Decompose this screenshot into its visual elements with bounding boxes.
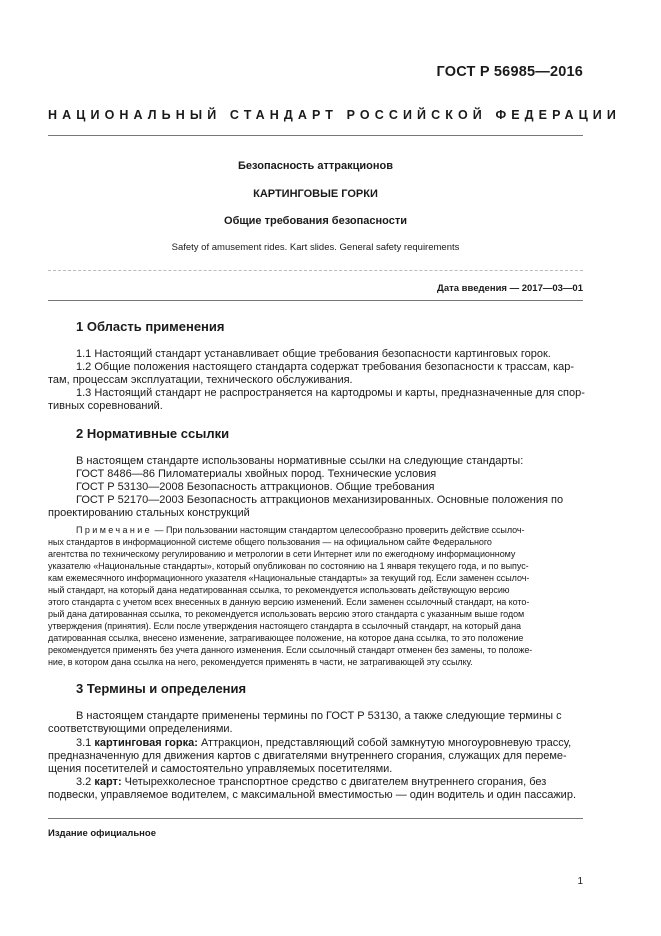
section-1-line: 1.1 Настоящий стандарт устанавливает общие требования безопасности картинговых горок.	[76, 348, 551, 360]
section-3-line: предназначенную для движения картов с двигателями внутреннего сгорания, служащих для переме-	[48, 750, 567, 762]
section-1-line: там, процессам эксплуатации, технического обслуживания.	[48, 374, 353, 386]
section-2-line: ГОСТ Р 52170—2003 Безопасность аттракционов механизированных. Основные положения по	[76, 494, 564, 506]
section-2-line: проектированию стальных конструкций	[48, 507, 250, 519]
section-3-heading: 3 Термины и определения	[76, 681, 247, 696]
title-divider	[48, 270, 583, 271]
term-3-2: 3.2 карт: Четырехколесное транспортное средство с двигателем внутреннего сгорания, без	[76, 776, 547, 788]
title-line-3: Общие требования безопасности	[224, 215, 407, 227]
section-1-line: 1.2 Общие положения настоящего стандарта содержат требования безопасности к трассам, кар-	[76, 361, 575, 373]
note-line: агентства по техническому регулированию и метрологии в сети Интернет или по ежегодному информационному	[48, 549, 516, 559]
english-title: Safety of amusement rides. Kart slides. General safety requirements	[171, 242, 460, 253]
title-line-2: КАРТИНГОВЫЕ ГОРКИ	[253, 188, 378, 200]
section-2-line: ГОСТ Р 53130—2008 Безопасность аттракционов. Общие требования	[76, 481, 435, 493]
note-line: этого стандарта с учетом всех внесенных в данную версию изменений. Если заменен ссылочный стандарт, на кото-	[48, 597, 530, 607]
note-line: датированная ссылка, внесено изменение, затрагивающее положение, на которое дана ссылка, то это положение	[48, 633, 524, 643]
note-line: ние, в котором дана ссылка на него, рекомендуется применять в части, не затрагивающей эту ссылку.	[48, 657, 473, 667]
note-line: утверждения (принятия). Если после утверждения настоящего стандарта в ссылочный стандарт, на который дана	[48, 621, 521, 631]
introduction-date: Дата введения — 2017—03—01	[437, 283, 583, 294]
term-3-1-name: картинговая горка:	[94, 737, 198, 749]
note-line: рекомендуется применять без учета данного изменения. Если ссылочный стандарт отменен без замены, то положе-	[48, 645, 533, 655]
note-line: указателю «Национальные стандарты», который опубликован по состоянию на 1 января текущего года, и по выпус-	[48, 561, 529, 571]
national-standard-banner: НАЦИОНАЛЬНЫЙ СТАНДАРТ РОССИЙСКОЙ ФЕДЕРАЦИИ	[48, 108, 621, 122]
term-3-2-name: карт:	[94, 776, 122, 788]
note-line: ный стандарт, на который дана недатированная ссылка, то рекомендуется использовать действующую версию	[48, 585, 510, 595]
page-number: 1	[577, 876, 583, 887]
official-edition-label: Издание официальное	[48, 828, 156, 839]
note-line: кам ежемесячного информационного указателя «Национальные стандарты» за текущий год. Если заменен ссылоч-	[48, 573, 530, 583]
section-1-line: 1.3 Настоящий стандарт не распространяется на картодромы и карты, предназначенные для спор-	[76, 387, 585, 399]
note-line: Примечание — При пользовании настоящим стандартом целесообразно проверить действие ссылоч-	[76, 525, 525, 535]
note-line: рый дана датированная ссылка, то рекомендуется использовать версию этого стандарта с указанным выше годом	[48, 609, 525, 619]
date-rule	[48, 300, 583, 301]
document-code: ГОСТ Р 56985—2016	[436, 64, 583, 80]
term-3-1: 3.1 картинговая горка: Аттракцион, представляющий собой замкнутую многоуровневую трассу,	[76, 737, 572, 749]
title-line-1: Безопасность аттракционов	[238, 160, 393, 172]
note-label: Примечание	[76, 525, 153, 535]
section-3-line: В настоящем стандарте применены термины по ГОСТ Р 53130, а также следующие термины с	[76, 710, 562, 722]
note-line: ных стандартов в информационной системе общего пользования — на официальном сайте Федерального	[48, 537, 492, 547]
section-3-line: щения посетителей и самостоятельно управляемых посетителями.	[48, 763, 393, 775]
header-rule	[48, 135, 583, 136]
section-2-line: ГОСТ 8486—86 Пиломатериалы хвойных пород. Технические условия	[76, 468, 437, 480]
section-2-heading: 2 Нормативные ссылки	[76, 426, 230, 441]
section-2-line: В настоящем стандарте использованы нормативные ссылки на следующие стандарты:	[76, 455, 524, 467]
section-1-heading: 1 Область применения	[76, 319, 225, 334]
section-1-line: тивных соревнований.	[48, 400, 163, 412]
footer-rule	[48, 818, 583, 819]
section-3-line: соответствующими определениями.	[48, 723, 233, 735]
section-3-line: подвески, управляемое водителем, с максимальной вместимостью — один водитель и один пассажир.	[48, 789, 576, 801]
